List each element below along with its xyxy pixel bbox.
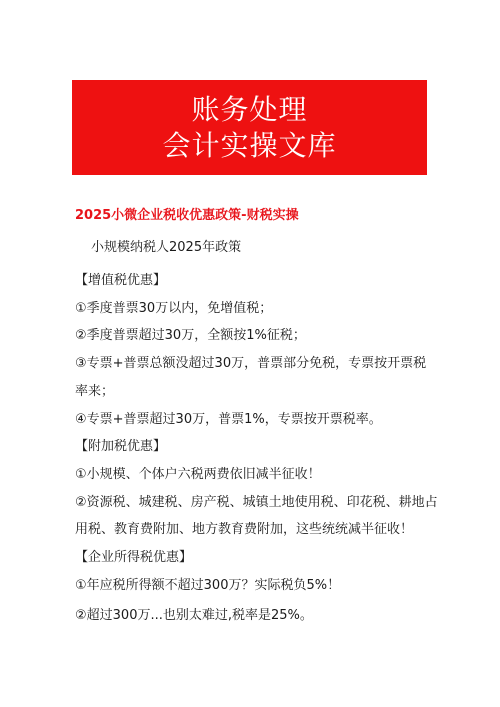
banner-title-line-2: 会计实操文库 bbox=[162, 128, 337, 162]
cit-item-1: ①年应税所得额不超过300万？实际税负5%！ bbox=[75, 578, 341, 593]
cit-item-2: ②超过300万...也别太难过,税率是25%。 bbox=[75, 608, 313, 623]
vat-item-3: ③专票+普票总额没超过30万，普票部分免税，专票按开票税 bbox=[75, 356, 427, 371]
vat-item-1: ①季度普票30万以内，免增值税； bbox=[75, 301, 273, 316]
surcharge-item-2-cont: 用税、教育费附加、地方教育费附加，这些统统减半征收！ bbox=[75, 522, 414, 537]
vat-item-4: ④专票+普票超过30万，普票1%，专票按开票税率。 bbox=[75, 412, 382, 427]
banner-title-line-1: 账务处理 bbox=[191, 92, 308, 126]
surcharge-item-1: ①小规模、个体户六税两费依旧减半征收！ bbox=[75, 467, 321, 482]
surcharge-item-2: ②资源税、城建税、房产税、城镇土地使用税、印花税、耕地占 bbox=[75, 495, 438, 510]
vat-item-2: ②季度普票超过30万，全额按1%征税； bbox=[75, 328, 306, 343]
section-heading-vat: 【增值税优惠】 bbox=[75, 273, 167, 288]
cover-banner bbox=[72, 80, 427, 175]
section-heading-surcharge: 【附加税优惠】 bbox=[75, 439, 167, 454]
section-heading-cit: 【企业所得税优惠】 bbox=[75, 550, 193, 565]
document-title: 2025小微企业税收优惠政策-财税实操 bbox=[75, 208, 299, 223]
intro-line: 小规模纳税人2025年政策 bbox=[91, 240, 242, 255]
vat-item-3-cont: 率来； bbox=[75, 384, 115, 399]
